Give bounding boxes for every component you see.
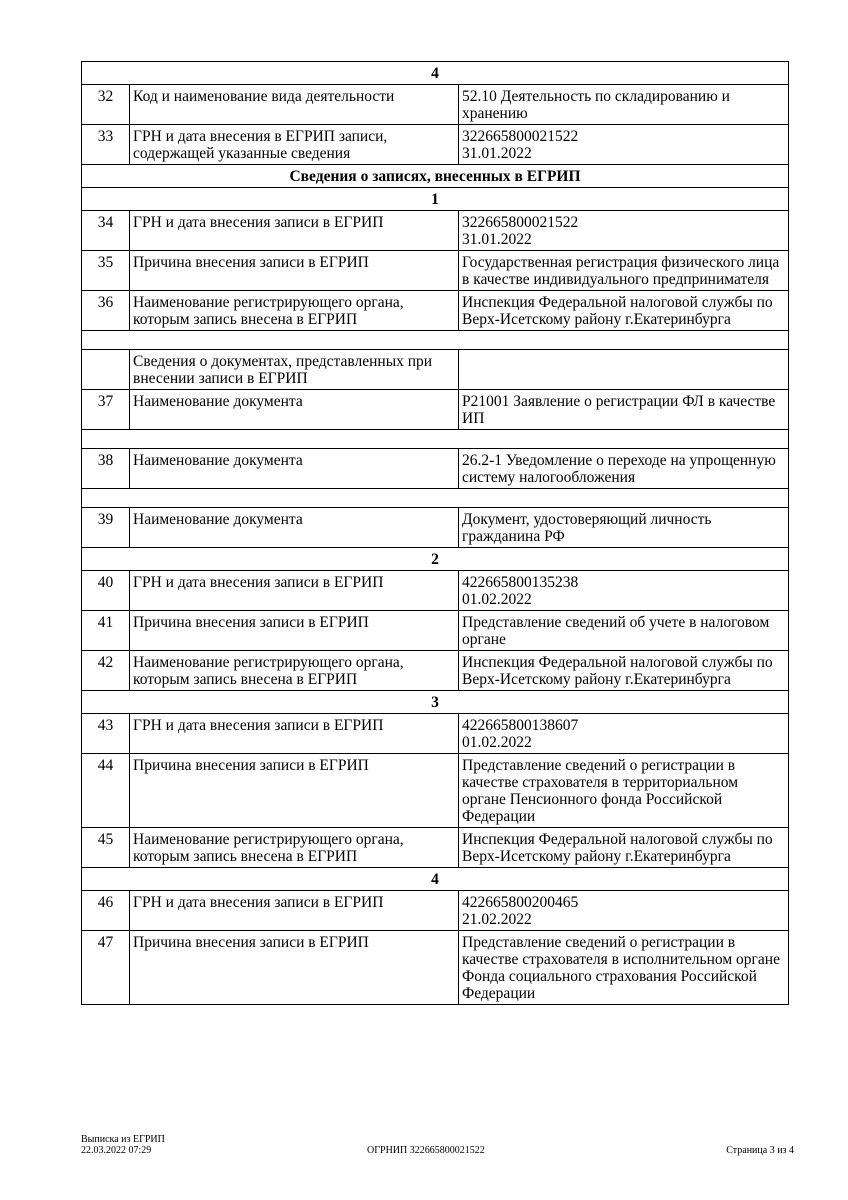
section-header-row	[82, 62, 789, 85]
table-row	[82, 251, 789, 291]
row-number-line: 40	[97, 574, 114, 591]
row-label-line: ГРН и дата внесения в ЕГРИП записи, содержащей указанные сведения	[133, 128, 388, 162]
section-header: 1	[82, 188, 789, 211]
row-value-line: 322665800021522	[462, 214, 579, 231]
row-number	[82, 611, 130, 651]
row-value	[459, 754, 789, 828]
section-header-row	[82, 548, 789, 571]
row-label	[130, 571, 459, 611]
row-value	[459, 211, 789, 251]
row-number	[82, 508, 130, 548]
row-number-line: 34	[97, 214, 114, 231]
row-label	[130, 891, 459, 931]
row-label	[130, 390, 459, 430]
row-value	[459, 291, 789, 331]
row-value	[459, 828, 789, 868]
footer-left	[81, 1134, 165, 1156]
section-header: 4	[82, 868, 789, 891]
row-value-line: Инспекция Федеральной налоговой службы по Верх-Исетскому району г.Екатеринбурга	[462, 654, 773, 688]
spacer-cell	[82, 489, 789, 508]
row-label-line: Наименование регистрирующего органа, которым запись внесена в ЕГРИП	[133, 294, 404, 328]
row-value	[459, 390, 789, 430]
section-header-row	[82, 188, 789, 211]
row-value-line: 422665800138607	[462, 717, 579, 734]
row-value-line: Инспекция Федеральной налоговой службы по Верх-Исетскому району г.Екатеринбурга	[462, 294, 773, 328]
row-label-line: ГРН и дата внесения записи в ЕГРИП	[133, 574, 384, 591]
row-value-line: 422665800200465	[462, 894, 579, 911]
row-number	[82, 390, 130, 430]
table-row	[82, 211, 789, 251]
row-value	[459, 891, 789, 931]
row-number	[82, 211, 130, 251]
row-number-line: 36	[97, 294, 114, 311]
row-label-line: Причина внесения записи в ЕГРИП	[133, 757, 369, 774]
row-label-line: Сведения о документах, представленных при внесении записи в ЕГРИП	[133, 353, 433, 387]
row-label-line: ГРН и дата внесения записи в ЕГРИП	[133, 214, 384, 231]
row-label	[130, 125, 459, 165]
row-label-line: Причина внесения записи в ЕГРИП	[133, 254, 369, 271]
table-row	[82, 85, 789, 125]
row-number	[82, 714, 130, 754]
row-label	[130, 754, 459, 828]
row-number	[82, 125, 130, 165]
row-value-line: 01.02.2022	[462, 734, 532, 751]
registry-table	[81, 61, 789, 1005]
spacer-row	[82, 430, 789, 449]
row-number	[82, 449, 130, 489]
row-value	[459, 611, 789, 651]
table-row	[82, 291, 789, 331]
table-row	[82, 390, 789, 430]
row-label-line: Причина внесения записи в ЕГРИП	[133, 934, 369, 951]
row-value-line: Представление сведений о регистрации в качестве страхователя в исполнительном органе Фонда социального страхования Российской Федерации	[462, 934, 780, 1002]
table-row	[82, 350, 789, 390]
table-row	[82, 754, 789, 828]
row-label-line: Наименование регистрирующего органа, которым запись внесена в ЕГРИП	[133, 831, 404, 865]
row-label	[130, 251, 459, 291]
table-row	[82, 714, 789, 754]
row-number	[82, 291, 130, 331]
row-value-line: Инспекция Федеральной налоговой службы по Верх-Исетскому району г.Екатеринбурга	[462, 831, 773, 865]
footer-page-number: Страница 3 из 4	[726, 1145, 794, 1156]
footer-ogrnip: ОГРНИП 322665800021522	[367, 1145, 485, 1156]
row-number-line: 47	[97, 934, 114, 951]
row-label	[130, 85, 459, 125]
row-value-line: Представление сведений о регистрации в качестве страхователя в территориальном органе Пенсионного фонда Российской Федерации	[462, 757, 739, 825]
spacer-cell	[82, 331, 789, 350]
table-row	[82, 508, 789, 548]
row-value	[459, 85, 789, 125]
section-header: 3	[82, 691, 789, 714]
section-header: 4	[82, 62, 789, 85]
row-number-line: 33	[97, 128, 114, 145]
footer-datetime: 22.03.2022 07:29	[81, 1145, 152, 1156]
row-label	[130, 211, 459, 251]
row-label	[130, 714, 459, 754]
row-label	[130, 449, 459, 489]
row-label	[130, 291, 459, 331]
spacer-row	[82, 489, 789, 508]
row-value	[459, 350, 789, 390]
row-value-line: 26.2-1 Уведомление о переходе на упрощенную систему налогообложения	[462, 452, 776, 486]
row-value-line: 21.02.2022	[462, 911, 532, 928]
section-header-row	[82, 691, 789, 714]
row-number-line: 38	[97, 452, 114, 469]
row-value	[459, 714, 789, 754]
row-label-line: ГРН и дата внесения записи в ЕГРИП	[133, 717, 384, 734]
spacer-row	[82, 331, 789, 350]
section-header-row	[82, 868, 789, 891]
row-label	[130, 931, 459, 1005]
row-number	[82, 651, 130, 691]
row-label-line: Наименование документа	[133, 511, 303, 528]
row-label	[130, 611, 459, 651]
row-label-line: Причина внесения записи в ЕГРИП	[133, 614, 369, 631]
footer-doc-name: Выписка из ЕГРИП	[81, 1134, 165, 1145]
row-number	[82, 350, 130, 390]
row-value	[459, 125, 789, 165]
row-value	[459, 571, 789, 611]
table-row	[82, 125, 789, 165]
row-label	[130, 350, 459, 390]
row-label	[130, 508, 459, 548]
row-number-line: 44	[97, 757, 114, 774]
section-header: Сведения о записях, внесенных в ЕГРИП	[82, 165, 789, 188]
row-label-line: Наименование регистрирующего органа, которым запись внесена в ЕГРИП	[133, 654, 404, 688]
row-label-line: Код и наименование вида деятельности	[133, 88, 395, 105]
row-value	[459, 251, 789, 291]
row-value-line: 01.02.2022	[462, 591, 532, 608]
row-value	[459, 931, 789, 1005]
row-number-line: 45	[97, 831, 114, 848]
row-value-line: 322665800021522	[462, 128, 579, 145]
registry-table-body	[82, 62, 789, 1005]
row-number-line: 39	[97, 511, 114, 528]
row-value-line: Документ, удостоверяющий личность гражданина РФ	[462, 511, 712, 545]
section-header-row	[82, 165, 789, 188]
section-header: 2	[82, 548, 789, 571]
row-value	[459, 508, 789, 548]
row-label	[130, 651, 459, 691]
row-label-line: Наименование документа	[133, 452, 303, 469]
row-number-line: 35	[97, 254, 114, 271]
row-value-line: Представление сведений об учете в налоговом органе	[462, 614, 770, 648]
row-number	[82, 891, 130, 931]
table-row	[82, 828, 789, 868]
row-value	[459, 449, 789, 489]
table-row	[82, 449, 789, 489]
row-value-line: 31.01.2022	[462, 145, 532, 162]
row-number	[82, 931, 130, 1005]
row-number	[82, 571, 130, 611]
table-row	[82, 931, 789, 1005]
row-value-line: 422665800135238	[462, 574, 579, 591]
row-value-line: Государственная регистрация физического лица в качестве индивидуального предпринимателя	[462, 254, 780, 288]
row-number-line: 37	[97, 393, 114, 410]
spacer-cell	[82, 430, 789, 449]
row-label-line: ГРН и дата внесения записи в ЕГРИП	[133, 894, 384, 911]
table-row	[82, 891, 789, 931]
row-value-line: Р21001 Заявление о регистрации ФЛ в качестве ИП	[462, 393, 776, 427]
table-row	[82, 571, 789, 611]
row-number-line: 46	[97, 894, 114, 911]
table-row	[82, 651, 789, 691]
row-number-line: 43	[97, 717, 114, 734]
row-number-line: 32	[97, 88, 114, 105]
row-value	[459, 651, 789, 691]
row-number	[82, 828, 130, 868]
table-row	[82, 611, 789, 651]
row-value-line: 31.01.2022	[462, 231, 532, 248]
row-number	[82, 85, 130, 125]
row-number	[82, 754, 130, 828]
row-value-line: 52.10 Деятельность по складированию и хранению	[462, 88, 730, 122]
row-number-line: 42	[97, 654, 114, 671]
row-label	[130, 828, 459, 868]
row-number	[82, 251, 130, 291]
row-label-line: Наименование документа	[133, 393, 303, 410]
row-number-line: 41	[97, 614, 114, 631]
